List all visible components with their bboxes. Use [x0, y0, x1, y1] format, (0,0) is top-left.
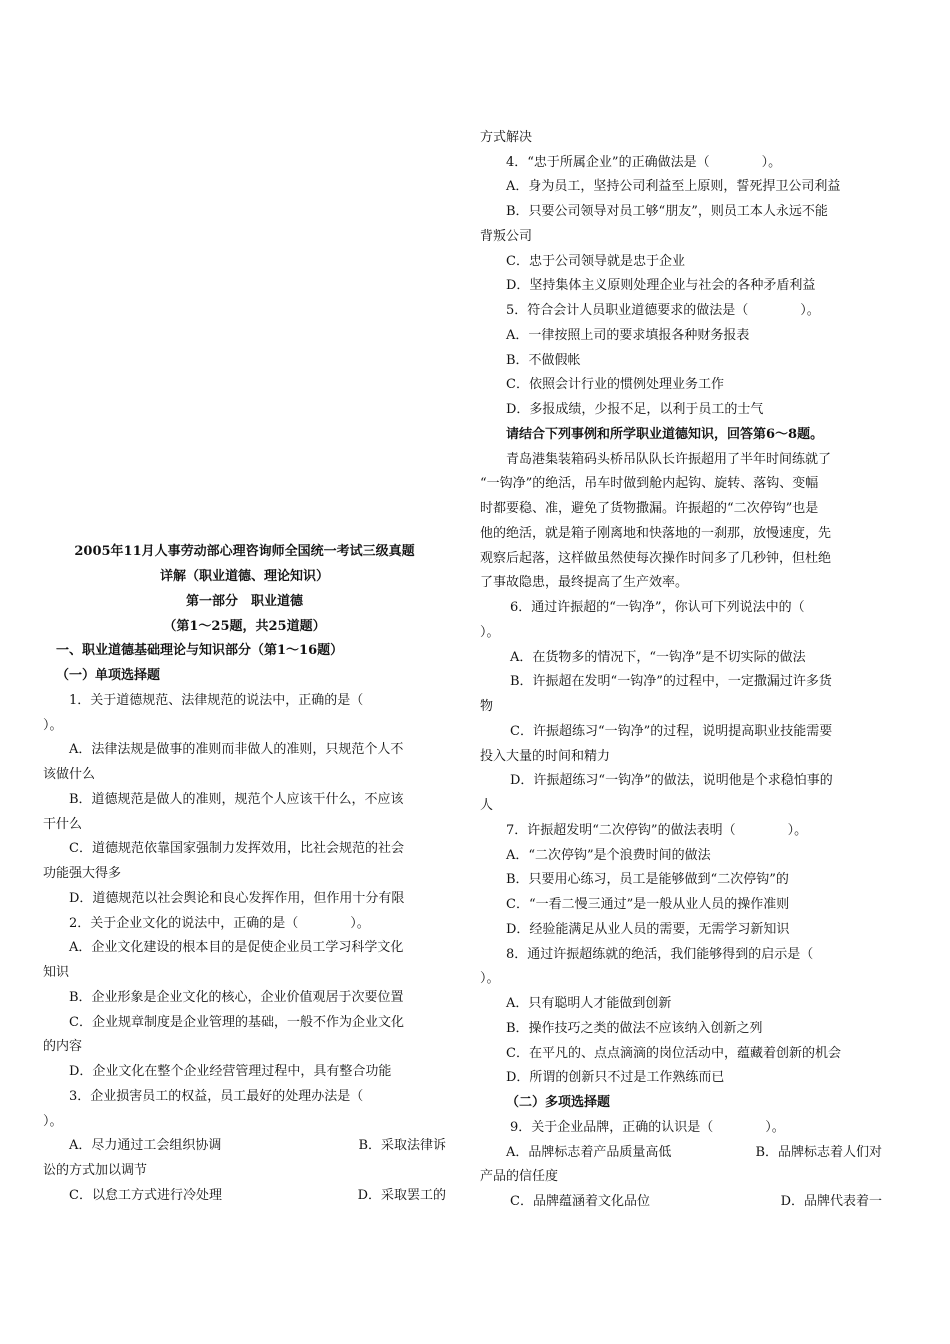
q4-option-b: B．只要公司领导对员工够“朋友”，则员工本人永远不能	[506, 204, 828, 219]
q3-option-b-cont: 讼的方式加以调节	[43, 1163, 148, 1178]
q8-option-a: A．只有聪明人才能做到创新	[506, 996, 672, 1011]
q6-option-c-cont: 投入大量的时间和精力	[480, 749, 611, 764]
q1-option-d: D．道德规范以社会舆论和良心发挥作用，但作用十分有限	[69, 891, 405, 906]
q9-options-ab	[480, 1140, 882, 1165]
subsection-multiple-choice: （二）多项选择题	[506, 1095, 611, 1110]
question-9: 9．关于企业品牌，正确的认识是（ ）。	[510, 1120, 785, 1135]
q2-option-d: D．企业文化在整个企业经营管理过程中，具有整合功能	[69, 1064, 392, 1079]
question-8-paren: ）。	[480, 971, 500, 986]
q4-option-b-cont: 背叛公司	[480, 229, 533, 244]
q4-option-a: A．身为员工，坚持公司利益至上原则，誓死捍卫公司利益	[506, 179, 841, 194]
case-text-line3: 时都要稳、准，避免了货物撒漏。许振超的“二次停钩”也是	[480, 501, 819, 516]
q1-option-c-cont: 功能强大得多	[43, 866, 122, 881]
q1-option-c: C．道德规范依靠国家强制力发挥效用，比社会规范的社会	[69, 841, 404, 856]
q6-option-b-cont: 物	[480, 699, 494, 714]
doc-title-line1: 2005年11月人事劳动部心理咨询师全国统一考试三级真题	[74, 544, 415, 559]
q1-option-a: A．法律法规是做事的准则而非做人的准则，只规范个人不	[69, 742, 404, 757]
q4-option-d: D．坚持集体主义原则处理企业与社会的各种矛盾利益	[506, 278, 816, 293]
q9-option-d: D．品牌代表着一	[780, 1194, 882, 1209]
part-heading: 第一部分 职业道德	[185, 594, 303, 609]
case-text-line2: “一钩净”的绝活，吊车时做到舱内起钩、旋转、落钩、变幅	[480, 476, 819, 491]
q3-option-c: C．以怠工方式进行冷处理	[69, 1188, 222, 1203]
q2-option-b: B．企业形象是企业文化的核心，企业价值观居于次要位置	[69, 990, 404, 1005]
q8-option-c: C．在平凡的、点点滴滴的岗位活动中，蕴藏着创新的机会	[506, 1046, 841, 1061]
q9-options-cd	[480, 1189, 882, 1214]
q6-option-d-cont: 人	[480, 798, 494, 813]
q9-option-c: C．品牌蕴涵着文化品位	[510, 1194, 650, 1209]
q5-option-a: A．一律按照上司的要求填报各种财务报表	[506, 328, 750, 343]
question-5: 5．符合会计人员职业道德要求的做法是（ ）。	[506, 303, 820, 318]
q6-option-a: A．在货物多的情况下，“一钩净”是不切实际的做法	[510, 650, 806, 665]
q7-option-a: A．“二次停钩”是个浪费时间的做法	[506, 848, 711, 863]
q1-option-a-cont: 该做什么	[43, 767, 96, 782]
question-1-paren: ）。	[43, 718, 63, 733]
q4-option-c: C．忠于公司领导就是忠于企业	[506, 254, 685, 269]
case-instruction: 请结合下列事例和所学职业道德知识，回答第6～8题。	[506, 427, 824, 442]
q1-option-b-cont: 干什么	[43, 817, 83, 832]
question-3-paren: ）。	[43, 1114, 63, 1129]
q8-option-b: B．操作技巧之类的做法不应该纳入创新之列	[506, 1021, 763, 1036]
case-text-line4: 他的绝活，就是箱子刚离地和快落地的一刹那，放慢速度，先	[480, 526, 832, 541]
q7-option-c: C．“一看二慢三通过”是一般从业人员的操作准则	[506, 897, 790, 912]
q1-option-b: B．道德规范是做人的准则，规范个人应该干什么，不应该	[69, 792, 404, 807]
question-7: 7．许振超发明“二次停钩”的做法表明（ ）。	[506, 823, 808, 838]
q2-option-c: C．企业规章制度是企业管理的基础，一般不作为企业文化	[69, 1015, 404, 1030]
q2-option-a: A．企业文化建设的根本目的是促使企业员工学习科学文化	[69, 940, 404, 955]
q8-option-d: D．所谓的创新只不过是工作熟练而已	[506, 1070, 725, 1085]
q2-option-a-cont: 知识	[43, 965, 70, 980]
q6-option-b: B．许振超在发明“一钩净”的过程中，一定撒漏过许多货	[510, 674, 832, 689]
q3-option-d: D．采取罢工的	[357, 1188, 446, 1203]
q6-option-d: D．许振超练习“一钩净”的做法，说明他是个求稳怕事的	[510, 773, 833, 788]
q9-option-a: A．品牌标志着产品质量高低	[506, 1145, 672, 1160]
question-3: 3．企业损害员工的权益，员工最好的处理办法是（	[69, 1089, 364, 1104]
subsection-single-choice: （一）单项选择题	[56, 668, 161, 683]
q3-option-b: B．采取法律诉	[358, 1138, 446, 1153]
q9-option-b-cont: 产品的信任度	[480, 1169, 559, 1184]
question-4: 4．“忠于所属企业”的正确做法是（ ）。	[506, 155, 782, 170]
q3-options-ab	[43, 1133, 446, 1158]
q2-option-c-cont: 的内容	[43, 1039, 83, 1054]
case-text-line6: 了事故隐患，最终提高了生产效率。	[480, 575, 689, 590]
case-text-line5: 观察后起落，这样做虽然使每次操作时间多了几秒钟，但杜绝	[480, 551, 832, 566]
case-text-line1: 青岛港集装箱码头桥吊队队长许振超用了半年时间练就了	[506, 452, 832, 467]
q3-option-a: A．尽力通过工会组织协调	[69, 1138, 222, 1153]
doc-title-line2: 详解（职业道德、理论知识）	[159, 569, 329, 584]
q7-option-d: D．经验能满足从业人员的需要，无需学习新知识	[506, 922, 790, 937]
q9-option-b: B．品牌标志着人们对	[755, 1145, 882, 1160]
q7-option-b: B．只要用心练习，员工是能够做到“二次停钩”的	[506, 872, 789, 887]
q6-option-c: C．许振超练习“一钩净”的过程，说明提高职业技能需要	[510, 724, 833, 739]
question-1: 1．关于道德规范、法律规范的说法中，正确的是（	[69, 693, 364, 708]
question-6: 6．通过许振超的“一钩净”，你认可下列说法中的（	[510, 600, 805, 615]
q5-option-d: D．多报成绩，少报不足，以利于员工的士气	[506, 402, 764, 417]
question-8: 8．通过许振超练就的绝活，我们能够得到的启示是（	[506, 947, 814, 962]
q3-options-cd	[43, 1183, 446, 1208]
question-range: （第1～25题，共25道题）	[163, 619, 326, 634]
section-heading: 一、职业道德基础理论与知识部分（第1～16题）	[56, 643, 344, 658]
q3-option-d-cont: 方式解决	[480, 130, 533, 145]
question-2: 2．关于企业文化的说法中，正确的是（ ）。	[69, 916, 370, 931]
q5-option-c: C．依照会计行业的惯例处理业务工作	[506, 377, 724, 392]
q5-option-b: B．不做假帐	[506, 353, 581, 368]
question-6-paren: ）。	[480, 625, 500, 640]
